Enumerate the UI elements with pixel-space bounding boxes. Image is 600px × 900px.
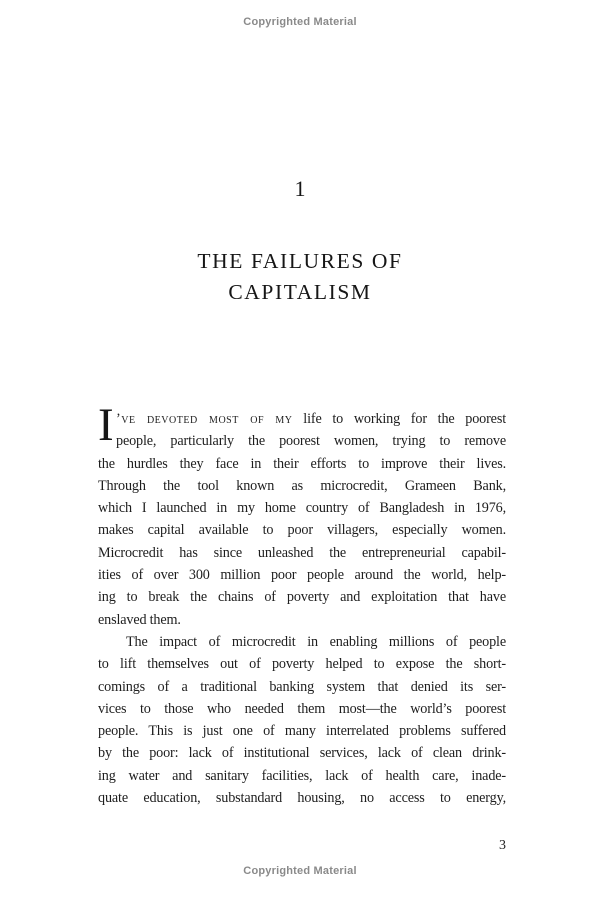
text-line: the hurdles they face in their efforts to improve their lives.	[98, 455, 506, 472]
chapter-number: 1	[294, 176, 306, 201]
drop-cap: I	[98, 399, 114, 451]
text-line: which I launched in my home country of Bangladesh in 1976,	[98, 500, 506, 517]
text-line: makes capital available to poor villagers, especially women.	[98, 522, 506, 539]
text-line: ing water and sanitary facilities, lack of health care, inade-	[98, 767, 506, 784]
text-line: vices to those who needed them most—the world’s poorest	[98, 700, 506, 717]
text-line: The impact of microcredit in enabling millions of people	[126, 633, 506, 650]
copyright-notice-top: Copyrighted Material	[243, 16, 357, 28]
text-line: quate education, substandard housing, no access to energy,	[98, 790, 506, 807]
chapter-title-line-1: THE FAILURES OF	[197, 249, 403, 273]
text-line: comings of a traditional banking system that denied its ser-	[98, 678, 506, 695]
chapter-title-line-2: CAPITALISM	[228, 280, 372, 304]
text-line: people. This is just one of many interrelated problems suffered	[98, 723, 506, 740]
text-line: people, particularly the poorest women, trying to remove	[116, 433, 506, 450]
opening-small-caps: ’ve devoted most of my	[116, 411, 293, 427]
chapter-title	[0, 246, 600, 308]
body-text	[98, 399, 506, 809]
text-line: ing to break the chains of poverty and exploitation that have	[98, 589, 506, 606]
text-line: by the poor: lack of institutional services, lack of clean drink-	[98, 745, 506, 762]
text-line: to lift themselves out of poverty helped to expose the short-	[98, 656, 506, 673]
copyright-notice-bottom: Copyrighted Material	[243, 865, 357, 877]
text-line: Through the tool known as microcredit, Grameen Bank,	[98, 477, 506, 494]
text-line: Microcredit has since unleashed the entrepreneurial capabil-	[98, 544, 506, 561]
text-line: enslaved them.	[98, 611, 181, 628]
page-number: 3	[499, 838, 506, 853]
line-text: life to working for the poorest	[292, 411, 506, 427]
text-line: ities of over 300 million poor people around the world, help-	[98, 567, 506, 584]
text-line	[98, 408, 506, 430]
